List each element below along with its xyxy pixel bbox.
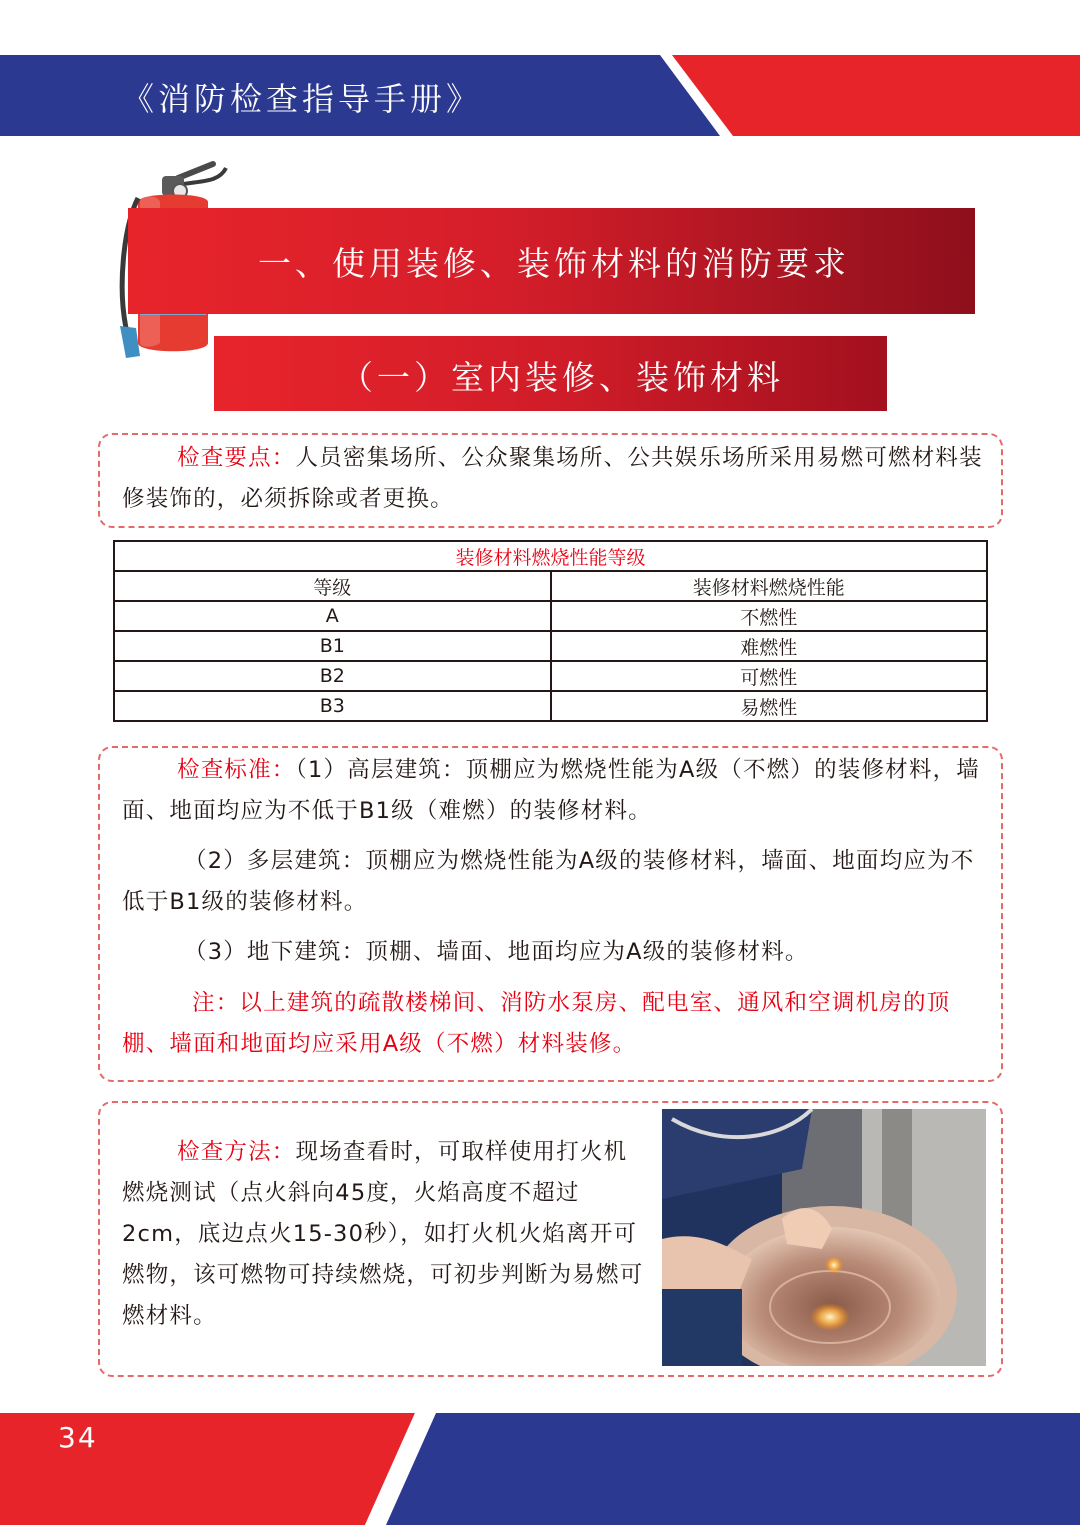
section-heading: 一、使用装修、装饰材料的消防要求: [258, 244, 850, 283]
table-cell-grade: A: [114, 601, 551, 631]
standards-item-1: [122, 750, 984, 832]
table-cell-performance: 不燃性: [551, 601, 988, 631]
table-cell-grade: B3: [114, 691, 551, 721]
combustibility-grade-table: [113, 540, 988, 722]
key-points-text: 人员密集场所、公众聚集场所、公共娱乐场所采用易燃可燃材料装修装饰的，必须拆除或者更换。: [122, 445, 983, 512]
standards-note: 注：以上建筑的疏散楼梯间、消防水泵房、配电室、通风和空调机房的顶棚、墙面和地面均应采用A级（不燃）材料装修。: [122, 990, 951, 1057]
standards-item-1-text: （1）高层建筑：顶棚应为燃烧性能为A级（不燃）的装修材料，墙面、地面均应为不低于B1级（难燃）的装修材料。: [122, 757, 980, 824]
table-row: [114, 661, 987, 691]
table-cell-performance: 易燃性: [551, 691, 988, 721]
method-paragraph: [122, 1132, 644, 1337]
table-caption: 装修材料燃烧性能等级: [114, 541, 987, 571]
table-row: [114, 601, 987, 631]
footer-banner: [0, 1413, 1080, 1525]
table-cell-grade: B2: [114, 661, 551, 691]
book-title: 《消防检查指导手册》: [122, 80, 483, 118]
page-number: 34: [58, 1421, 98, 1454]
standards-item-3: （3）地下建筑：顶棚、墙面、地面均应为A级的装修材料。: [184, 939, 809, 965]
subsection-heading: （一）室内装修、装饰材料: [340, 358, 784, 397]
standards-label: 检查标准：: [177, 757, 296, 783]
table-row: [114, 691, 987, 721]
burn-test-photo: [662, 1109, 986, 1366]
table-header-grade: 等级: [114, 571, 551, 601]
table-header-performance: 装修材料燃烧性能: [551, 571, 988, 601]
method-label: 检查方法：: [177, 1139, 296, 1165]
table-cell-performance: 可燃性: [551, 661, 988, 691]
method-text: 现场查看时，可取样使用打火机燃烧测试（点火斜向45度，火焰高度不超过2cm，底边点火15-30秒），如打火机火焰离开可燃物，该可燃物可持续燃烧，可初步判断为易燃可燃材料。: [122, 1139, 644, 1329]
table-row: [114, 631, 987, 661]
table-cell-performance: 难燃性: [551, 631, 988, 661]
key-points-label: 检查要点：: [177, 445, 296, 471]
key-points-paragraph: [122, 438, 984, 520]
table-cell-grade: B1: [114, 631, 551, 661]
standards-item-2: （2）多层建筑：顶棚应为燃烧性能为A级的装修材料，墙面、地面均应为不低于B1级的装修材料。: [122, 848, 975, 915]
